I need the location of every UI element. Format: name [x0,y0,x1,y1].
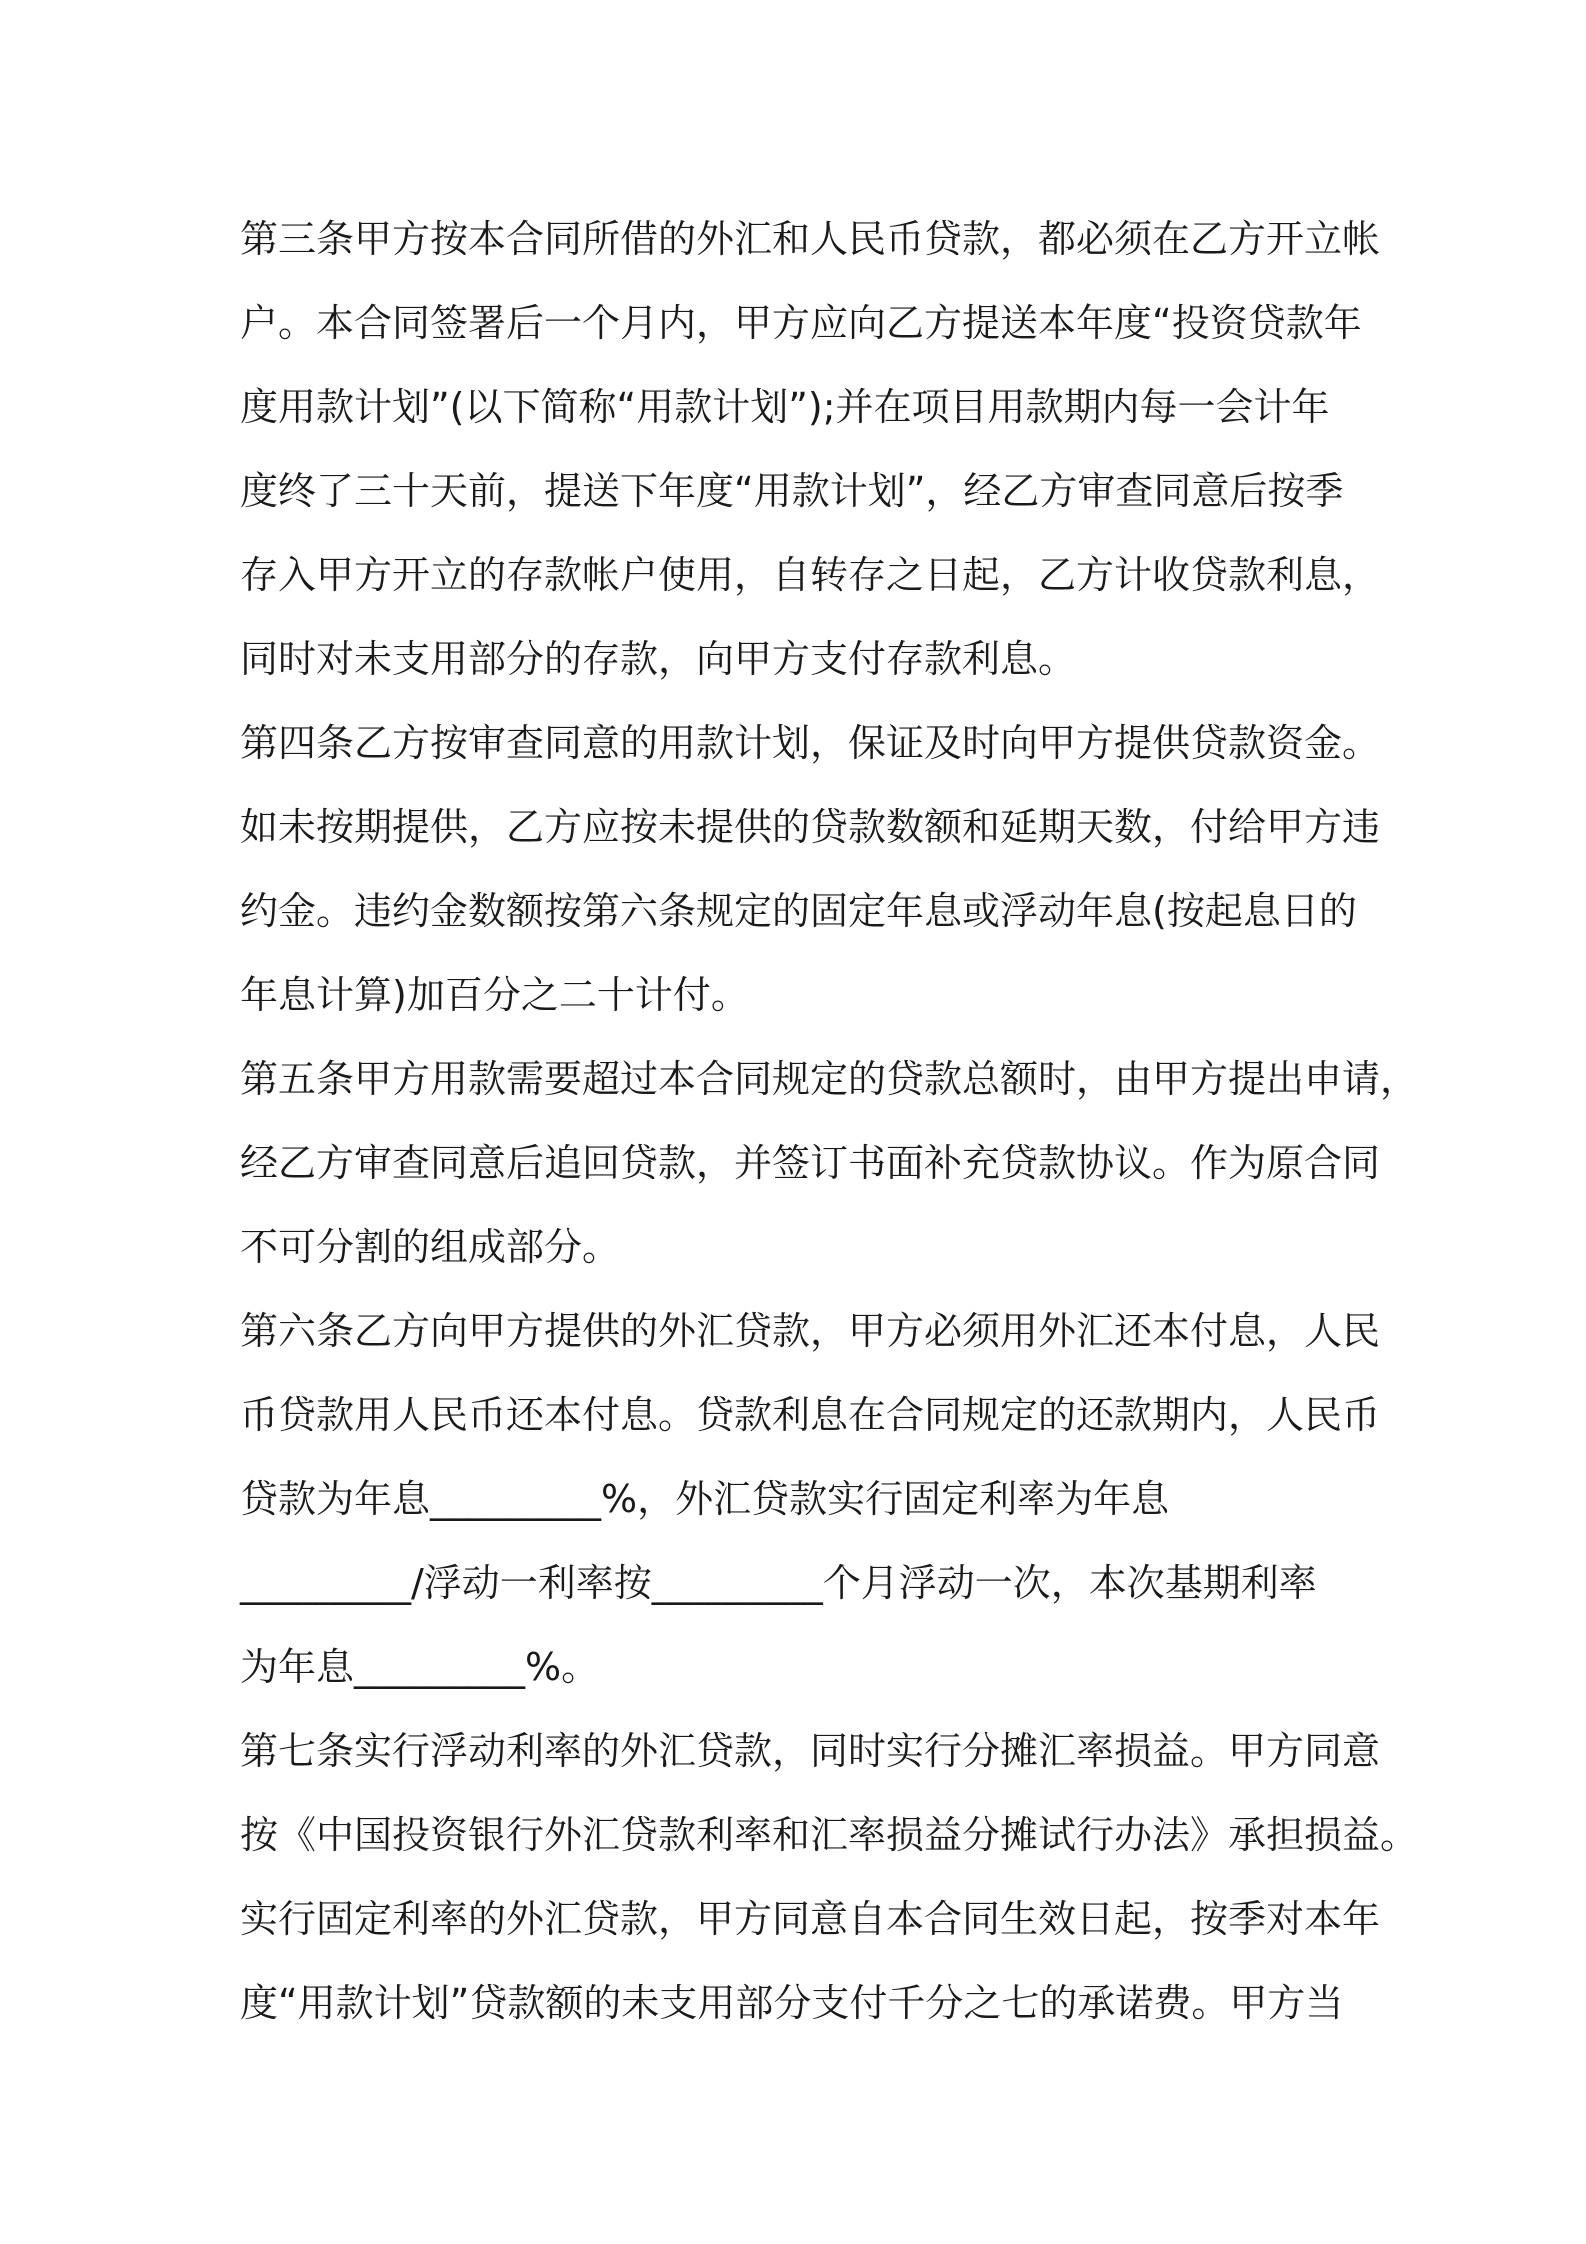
text-line: 第六条乙方向甲方提供的外汇贷款，甲方必须用外汇还本付息，人民 [240,1309,1381,1353]
text-line: _________/浮动一利率按_________个月浮动一次，本次基期利率 [240,1561,1317,1605]
text-line: 第五条甲方用款需要超过本合同规定的贷款总额时，由甲方提出申请， [240,1057,1419,1101]
text-line: 存入甲方开立的存款帐户使用，自转存之日起，乙方计收贷款利息， [240,553,1381,597]
text-line: 为年息_________%。 [240,1645,600,1689]
text-line: 第七条实行浮动利率的外汇贷款，同时实行分摊汇率损益。甲方同意 [240,1729,1381,1773]
text-line: 度“用款计划”贷款额的未支用部分支付千分之七的承诺费。甲方当 [240,1981,1344,2025]
text-line: 度终了三十天前，提送下年度“用款计划”，经乙方审查同意后按季 [240,469,1344,513]
text-line: 度用款计划”(以下简称“用款计划”);并在项目用款期内每一会计年 [240,385,1330,429]
text-line: 年息计算)加百分之二十计付。 [240,973,749,1017]
text-line: 实行固定利率的外汇贷款，甲方同意自本合同生效日起，按季对本年 [240,1897,1381,1941]
text-line: 币贷款用人民币还本付息。贷款利息在合同规定的还款期内，人民币 [240,1393,1381,1437]
contract-text-body [240,197,1419,2045]
text-line: 约金。违约金数额按第六条规定的固定年息或浮动年息(按起息日的 [240,889,1357,933]
text-line: 第四条乙方按审查同意的用款计划，保证及时向甲方提供贷款资金。 [240,721,1381,765]
text-line: 贷款为年息_________%，外汇贷款实行固定利率为年息 [240,1477,1170,1521]
text-line: 经乙方审查同意后追回贷款，并签订书面补充贷款协议。作为原合同 [240,1141,1381,1185]
text-line: 如未按期提供，乙方应按未提供的贷款数额和延期天数，付给甲方违 [240,805,1381,849]
text-line: 户。本合同签署后一个月内，甲方应向乙方提送本年度“投资贷款年 [240,301,1362,345]
text-line: 同时对未支用部分的存款，向甲方支付存款利息。 [240,637,1077,681]
text-line: 按《中国投资银行外汇贷款利率和汇率损益分摊试行办法》承担损益。 [240,1813,1419,1857]
text-line: 不可分割的组成部分。 [240,1225,621,1269]
text-line: 第三条甲方按本合同所借的外汇和人民币贷款，都必须在乙方开立帐 [240,217,1381,261]
